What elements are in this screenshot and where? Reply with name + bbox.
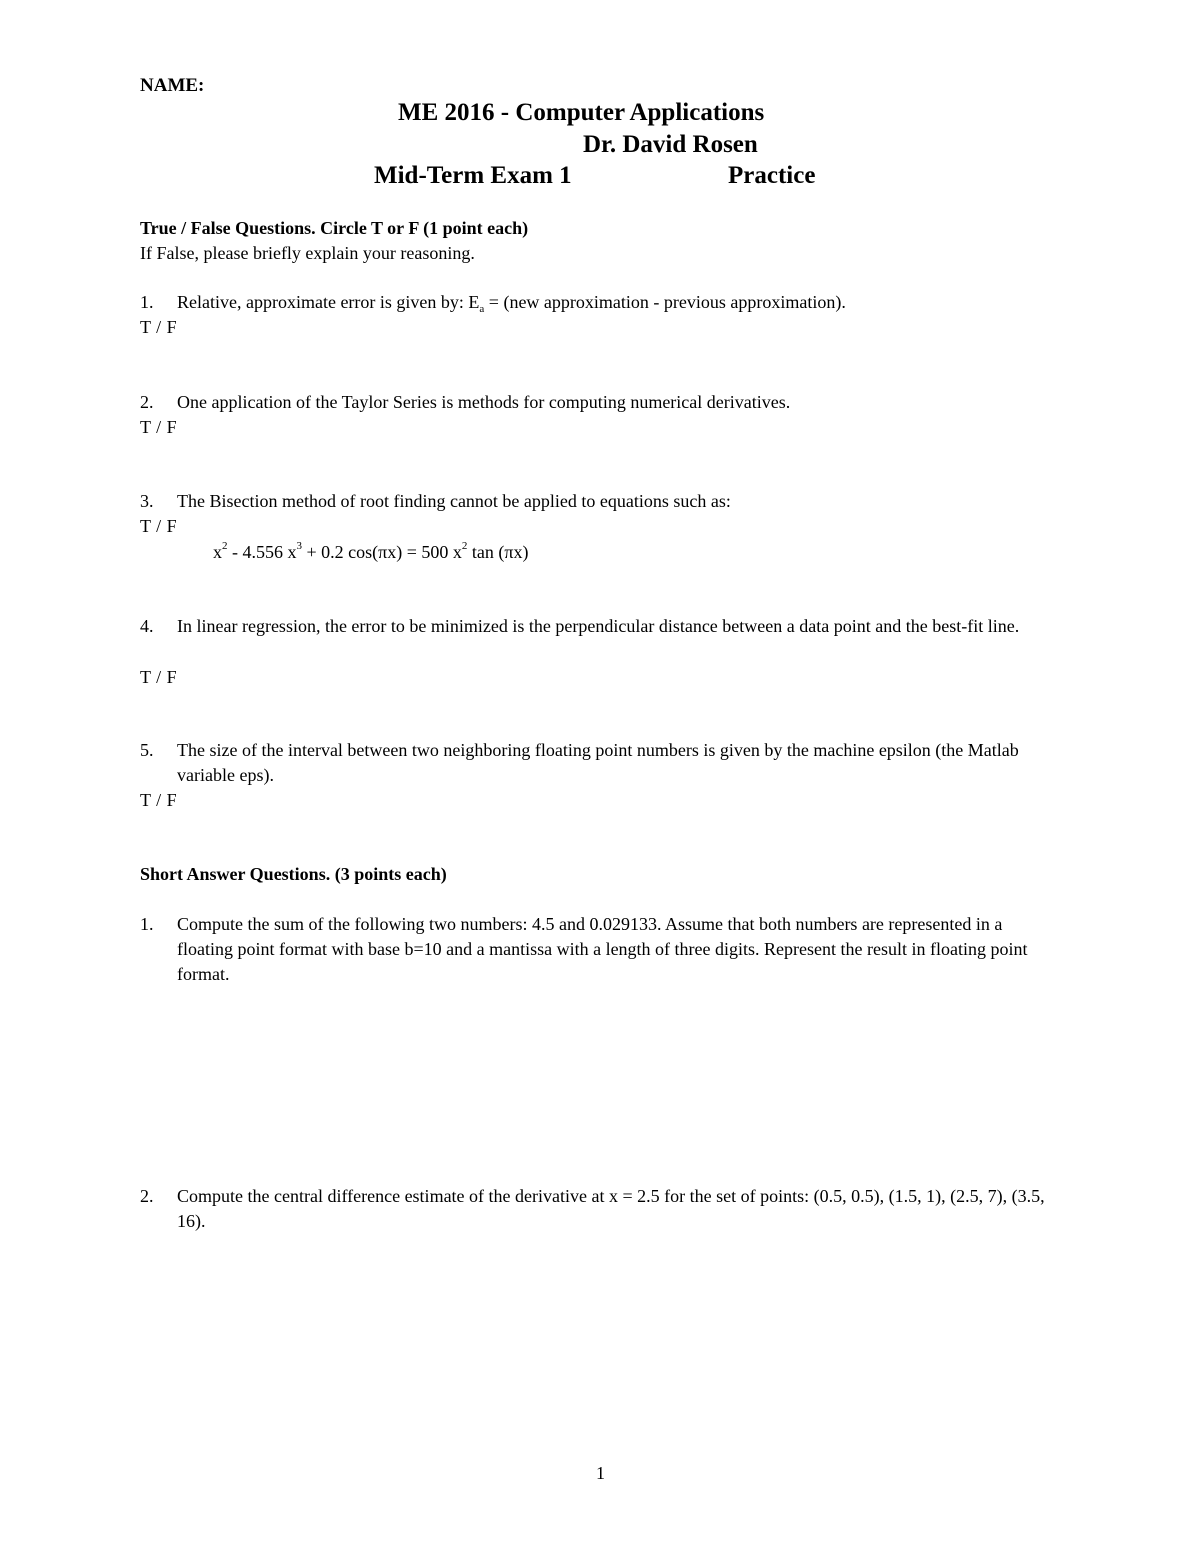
tf-q2-choice[interactable]: T / F (140, 417, 178, 437)
exam-title: Mid-Term Exam 1 (374, 162, 572, 189)
instructor-name: Dr. David Rosen (583, 131, 758, 158)
eq-part-2: - 4.556 x (227, 542, 297, 562)
tf-q5-choice[interactable]: T / F (140, 790, 178, 810)
sa-section-heading: Short Answer Questions. (3 points each) (140, 864, 447, 884)
tf-q3-choice[interactable]: T / F (140, 516, 178, 536)
tf-q1-text (177, 290, 1077, 318)
tf-q2-number: 2. (140, 392, 154, 412)
tf-q1-number: 1. (140, 292, 154, 312)
eq-exponent-3: 2 (461, 540, 468, 552)
tf-q1-subscript: a (479, 303, 485, 315)
tf-q3-number: 3. (140, 491, 154, 511)
eq-part-4: tan (πx) (467, 542, 529, 562)
tf-q1-text-after: = (new approximation - previous approximation). (484, 292, 846, 312)
tf-q4-choice[interactable]: T / F (140, 667, 178, 687)
tf-q4-text: In linear regression, the error to be minimized is the perpendicular distance between a data point and the best-fit line. (177, 616, 1020, 636)
sa-q1-number: 1. (140, 914, 154, 934)
sa-q2-text: Compute the central difference estimate of the derivative at x = 2.5 for the set of points: (0.5, 0.5), (1.5, 1), (2.5, 7), (3.5, 16). (177, 1186, 1045, 1231)
tf-q2-text: One application of the Taylor Series is methods for computing numerical derivatives. (177, 392, 791, 412)
sa-q2-number: 2. (140, 1186, 154, 1206)
eq-exponent-1: 2 (222, 540, 228, 552)
name-label: NAME: (140, 75, 205, 96)
tf-q5-number: 5. (140, 740, 154, 760)
practice-label: Practice (728, 162, 816, 189)
sa-q1-text: Compute the sum of the following two numbers: 4.5 and 0.029133. Assume that both numbers are represented in a floating point format with base b=10 and a mantissa with a length of three digits. Represent the result in floating point format. (177, 914, 1028, 984)
eq-exponent-2: 3 (296, 540, 302, 552)
tf-q1-text-before: Relative, approximate error is given by: E (177, 292, 480, 312)
tf-q5-text: The size of the interval between two neighboring floating point numbers is given by the machine epsilon (the Matlab variable eps). (177, 740, 1019, 785)
tf-q3-equation (213, 540, 529, 562)
page-number: 1 (596, 1463, 605, 1483)
tf-instructions: If False, please briefly explain your reasoning. (140, 243, 475, 263)
eq-part-1: x (213, 542, 222, 562)
course-title: ME 2016 - Computer Applications (398, 99, 765, 126)
tf-q1-choice[interactable]: T / F (140, 317, 178, 337)
tf-q4-number: 4. (140, 616, 154, 636)
tf-q3-text: The Bisection method of root finding cannot be applied to equations such as: (177, 491, 731, 511)
tf-section-heading: True / False Questions. Circle T or F (1 point each) (140, 218, 529, 238)
eq-part-3: + 0.2 cos(πx) = 500 x (302, 542, 462, 562)
